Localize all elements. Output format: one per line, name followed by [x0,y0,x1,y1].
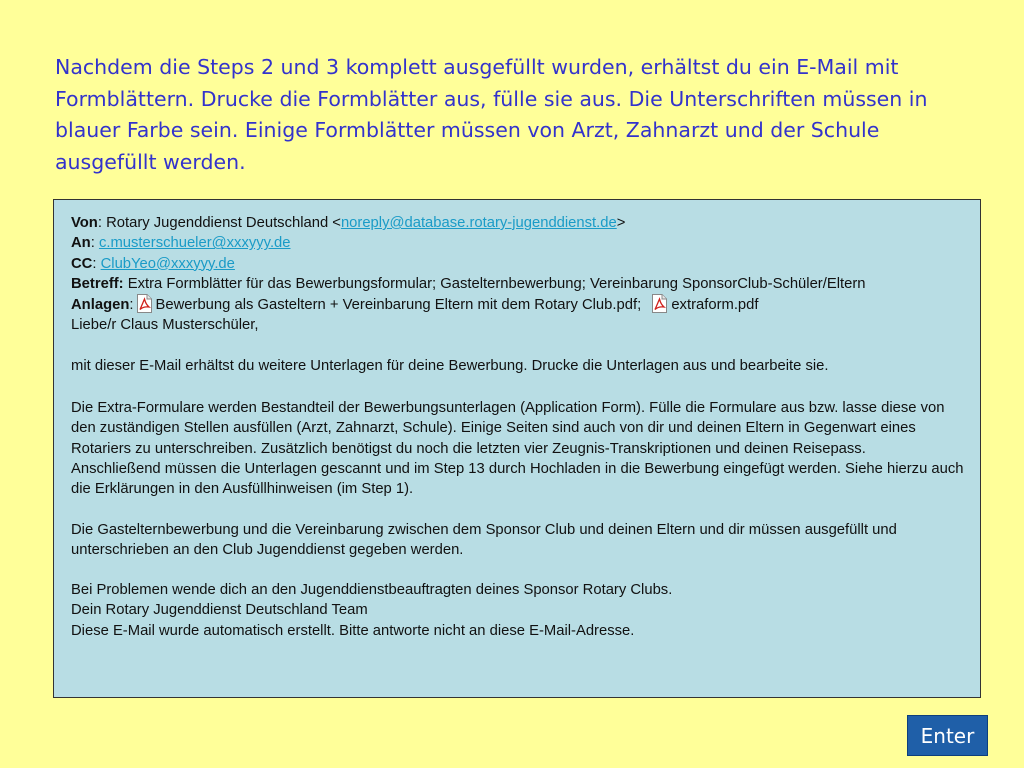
attachment-2[interactable] [645,297,758,313]
from-close: > [616,215,626,231]
email-auto-notice: Diese E-Mail wurde automatisch erstellt. Bitte antworte nicht an diese E-Mail-Adresse. [71,622,635,639]
email-signature: Dein Rotary Jugenddienst Deutschland Team [71,602,368,619]
from-name: Rotary Jugenddienst Deutschland < [106,215,341,231]
intro-text: Nachdem die Steps 2 und 3 komplett ausgefüllt wurden, erhältst du ein E-Mail mit Formblättern. Drucke die Formblätter aus, fülle sie aus. Die Unterschriften müssen in blauer Farbe sein. Einige Formblätter müssen von Arzt, Zahnarzt und der Schule ausgefüllt werden. [55,55,928,174]
email-body-paragraph: Die Gastelternbewerbung und die Vereinbarung zwischen dem Sponsor Club und deinen Eltern und dir müssen ausgefüllt und unterschrieben an den Club Jugenddienst gegeben werden. [71,521,897,558]
attachment-separator: ; [637,297,642,314]
attachments-label: Anlagen [71,297,130,314]
email-body-paragraph: Anschließend müssen die Unterlagen gescannt und im Step 13 durch Hochladen in die Bewerbung eingefügt werden. Siehe hierzu auch die Erklärungen in den Ausfüllhinweisen (im Step 1). [71,460,964,498]
email-body-intro: mit dieser E-Mail erhältst du weitere Unterlagen für deine Bewerbung. Drucke die Unterlagen aus und bearbeite sie. [71,357,829,374]
attachment-1-name: Bewerbung als Gasteltern + Vereinbarung Eltern mit dem Rotary Club.pdf [155,297,638,314]
pdf-icon [651,294,668,313]
attachment-1[interactable] [134,297,638,313]
email-greeting: Liebe/r Claus Musterschüler, [71,317,259,334]
email-from-line: Von: Rotary Jugenddienst Deutschland <noreply@database.rotary-jugenddienst.de> [71,215,626,231]
email-attachments-line: Anlagen: Bewerbung als Gasteltern + Vereinbarung Eltern mit dem Rotary Club.pdf; extraform.pdf [71,294,964,315]
email-subject-line [71,274,964,294]
to-label: An [71,235,91,252]
to-address-link[interactable]: c.musterschueler@xxxyyy.de [98,235,291,252]
email-body-paragraph: Bei Problemen wende dich an den Jugenddienstbeauftragten deines Sponsor Rotary Clubs. [71,582,673,599]
cc-label: CC [71,255,93,272]
attachment-2-name: extraform.pdf [671,297,759,314]
email-to-line: An: c.musterschueler@xxxyyy.de [71,235,291,252]
subject-label: Betreff: [71,275,124,292]
email-preview [53,199,981,698]
email-cc-line: CC: ClubYeo@xxxyyy.de [71,255,235,272]
email-body-paragraph: Die Extra-Formulare werden Bestandteil der Bewerbungsunterlagen (Application Form). Fülle die Formulare aus bzw. lasse diese von den zuständigen Stellen ausfüllen (Arzt, Zahnarzt, Schule). Einige Seiten sind auch von dir und deinen Eltern in Gegenwart eines Rotariers zu unterschreiben. Zusätzlich benötigst du noch die letzten vier Zeugnis-Transkriptionen und deinen Reisepass. [71,400,945,457]
from-label: Von [71,215,98,231]
cc-address-link[interactable]: ClubYeo@xxxyyy.de [100,255,235,272]
pdf-icon [136,294,153,313]
enter-button[interactable]: Enter [907,715,988,756]
subject-text: Extra Formblätter für das Bewerbungsformular; Gastelternbewerbung; Vereinbarung SponsorClub-Schüler/Eltern [127,275,866,292]
from-address-link[interactable]: noreply@database.rotary-jugenddienst.de [340,215,617,231]
